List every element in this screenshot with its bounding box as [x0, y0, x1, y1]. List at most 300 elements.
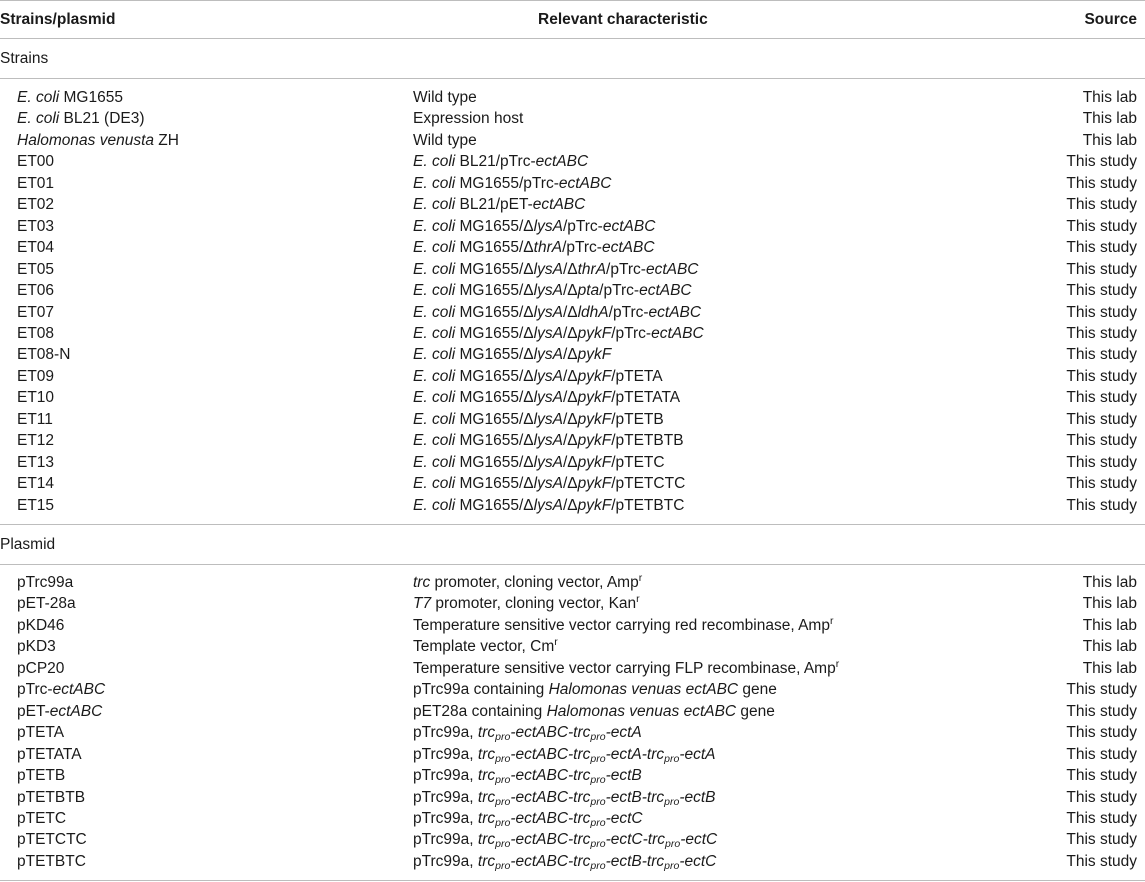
- italic-text: -ectA-trc: [605, 745, 665, 763]
- table-cell-characteristic: [413, 659, 839, 678]
- table-cell-source: This study: [1066, 681, 1137, 699]
- subscript-text: pro: [590, 752, 606, 765]
- italic-text: trc: [477, 852, 496, 870]
- text-run: /Δ: [562, 496, 578, 514]
- text-run: pET-: [17, 702, 50, 720]
- table-cell-characteristic: [413, 702, 775, 721]
- table-cell-name: [17, 474, 54, 493]
- text-run: pKD3: [17, 638, 56, 656]
- table-cell-characteristic: [413, 680, 777, 699]
- table-cell-source: This lab: [1082, 131, 1137, 149]
- text-run: ET10: [17, 389, 55, 407]
- text-run: /pTrc-: [611, 324, 652, 342]
- italic-text: -ectA: [679, 745, 716, 763]
- italic-text: pykF: [577, 324, 612, 342]
- subscript-text: pro: [590, 859, 606, 872]
- header-rule: [0, 38, 1145, 39]
- table-cell-source: This study: [1066, 475, 1137, 493]
- text-run: pTETCTC: [17, 831, 87, 849]
- text-run: /pTETB: [611, 410, 664, 428]
- text-run: ET00: [17, 153, 55, 171]
- text-run: Wild type: [413, 131, 477, 149]
- text-run: ET08-N: [17, 346, 71, 364]
- text-run: /Δ: [562, 389, 578, 407]
- italic-text: pykF: [577, 475, 612, 493]
- table-cell-characteristic: [413, 496, 684, 515]
- subscript-text: pro: [590, 795, 606, 808]
- table-cell-source: This study: [1066, 831, 1137, 849]
- column-header-relevant-characteristic: Relevant characteristic: [538, 11, 708, 28]
- italic-text: trc: [477, 831, 496, 849]
- table-cell-characteristic: [413, 260, 699, 279]
- text-run: pTETBTC: [17, 852, 86, 870]
- italic-text: lysA: [533, 282, 563, 300]
- text-run: /pTETATA: [611, 389, 681, 407]
- subscript-text: pro: [495, 816, 511, 829]
- italic-text: E. coli: [17, 110, 60, 128]
- text-run: BL21/pTrc-: [455, 153, 536, 171]
- italic-text: ectABC: [52, 681, 106, 699]
- italic-text: trc: [477, 788, 496, 806]
- italic-text: ectABC: [645, 260, 699, 278]
- table-cell-source: This study: [1066, 410, 1137, 428]
- text-run: /pTETA: [611, 367, 663, 385]
- text-run: /Δ: [562, 324, 578, 342]
- text-run: Temperature sensitive vector carrying red recombinase, Amp: [413, 616, 830, 634]
- text-run: pTETA: [17, 724, 65, 742]
- italic-text: ldhA: [577, 303, 609, 321]
- italic-text: E. coli: [413, 389, 456, 407]
- italic-text: Halomonas venusta: [17, 131, 154, 149]
- italic-text: -ectC: [679, 852, 717, 870]
- table-cell-source: This lab: [1082, 638, 1137, 656]
- subscript-text: pro: [495, 838, 511, 851]
- table-cell-source: This study: [1066, 745, 1137, 763]
- italic-text: lysA: [533, 496, 563, 514]
- italic-text: -ectABC-trc: [510, 788, 591, 806]
- text-run: MG1655/pTrc-: [455, 174, 559, 192]
- text-run: /Δ: [562, 410, 578, 428]
- text-run: /pTrc-: [599, 282, 640, 300]
- subscript-text: pro: [664, 859, 680, 872]
- italic-text: ectABC: [648, 303, 702, 321]
- italic-text: trc: [477, 745, 496, 763]
- table-cell-name: [17, 659, 64, 678]
- text-run: /Δ: [562, 260, 578, 278]
- subscript-text: pro: [664, 752, 680, 765]
- subscript-text: pro: [590, 838, 606, 851]
- text-run: pTETBTB: [17, 788, 86, 806]
- text-run: Template vector, Cm: [413, 638, 555, 656]
- italic-text: -ectB-trc: [605, 788, 665, 806]
- table-cell-source: This study: [1066, 324, 1137, 342]
- italic-text: E. coli: [413, 174, 456, 192]
- subscript-text: pro: [495, 774, 511, 787]
- text-run: MG1655/Δ: [455, 217, 534, 235]
- italic-text: E. coli: [413, 282, 456, 300]
- text-run: ET05: [17, 260, 55, 278]
- table-top-rule: [0, 0, 1145, 1]
- italic-text: lysA: [533, 260, 563, 278]
- table-cell-name: [17, 723, 64, 742]
- table-cell-name: [17, 616, 64, 635]
- table-cell-characteristic: [413, 281, 692, 300]
- text-run: MG1655/Δ: [455, 324, 534, 342]
- table-cell-source: This study: [1066, 303, 1137, 321]
- table-cell-characteristic: [413, 367, 663, 386]
- italic-text: -ectABC-trc: [510, 809, 591, 827]
- table-cell-characteristic: [413, 830, 717, 849]
- italic-text: trc: [477, 767, 496, 785]
- italic-text: E. coli: [413, 475, 456, 493]
- italic-text: E. coli: [413, 410, 456, 428]
- italic-text: ectABC: [602, 217, 656, 235]
- column-header-source: Source: [1084, 11, 1137, 28]
- subscript-text: pro: [590, 774, 606, 787]
- text-run: ET02: [17, 196, 55, 214]
- table-cell-characteristic: [413, 88, 477, 107]
- text-run: /Δ: [562, 346, 578, 364]
- text-run: /pTrc-: [562, 239, 602, 257]
- italic-text: E. coli: [413, 260, 456, 278]
- text-run: /pTETBTB: [611, 432, 684, 450]
- italic-text: pta: [577, 282, 600, 300]
- italic-text: lysA: [533, 475, 563, 493]
- table-cell-characteristic: [413, 410, 664, 429]
- text-run: pTrc99a,: [413, 767, 478, 785]
- text-run: /pTETC: [611, 453, 665, 471]
- table-cell-name: [17, 680, 105, 699]
- table-cell-source: This study: [1066, 702, 1137, 720]
- text-run: ET13: [17, 453, 55, 471]
- italic-text: -ectABC-trc: [510, 745, 591, 763]
- italic-text: T7: [413, 595, 432, 613]
- italic-text: E. coli: [413, 346, 456, 364]
- subscript-text: pro: [495, 795, 511, 808]
- text-run: /Δ: [562, 432, 578, 450]
- italic-text: -ectC-trc: [605, 831, 666, 849]
- text-run: pTETC: [17, 809, 67, 827]
- subscript-text: pro: [664, 795, 680, 808]
- table-cell-source: This study: [1066, 196, 1137, 214]
- italic-text: -ectB-trc: [605, 852, 665, 870]
- text-run: MG1655/Δ: [455, 475, 534, 493]
- superscript-text: r: [554, 636, 558, 649]
- table-cell-characteristic: [413, 573, 642, 592]
- table-cell-characteristic: [413, 723, 642, 742]
- text-run: ET04: [17, 239, 55, 257]
- italic-text: trc: [413, 574, 431, 591]
- italic-text: -ectABC-trc: [510, 767, 591, 785]
- table-cell-source: This study: [1066, 282, 1137, 300]
- table-cell-characteristic: [413, 745, 716, 764]
- text-run: /Δ: [562, 475, 578, 493]
- italic-text: lysA: [533, 389, 563, 407]
- table-cell-source: This study: [1066, 432, 1137, 450]
- text-run: MG1655/Δ: [455, 432, 534, 450]
- italic-text: lysA: [533, 346, 563, 364]
- table-cell-name: [17, 410, 53, 429]
- text-run: ET14: [17, 475, 55, 493]
- italic-text: trc: [477, 724, 496, 742]
- text-run: ET15: [17, 496, 55, 514]
- text-run: pTETB: [17, 767, 66, 785]
- table-cell-source: This study: [1066, 367, 1137, 385]
- table-cell-name: [17, 345, 70, 364]
- text-run: ET09: [17, 367, 55, 385]
- column-header-strains-plasmid: Strains/plasmid: [0, 11, 116, 28]
- table-cell-characteristic: [413, 131, 477, 150]
- text-run: ET12: [17, 432, 55, 450]
- text-run: pTrc99a,: [413, 852, 478, 870]
- table-cell-characteristic: [413, 453, 665, 472]
- text-run: MG1655/Δ: [455, 453, 534, 471]
- italic-text: pykF: [577, 389, 612, 407]
- italic-text: -ectA: [605, 724, 642, 742]
- italic-text: E. coli: [17, 89, 60, 106]
- text-run: gene: [738, 681, 777, 699]
- table-cell-characteristic: [413, 152, 588, 171]
- italic-text: E. coli: [413, 303, 456, 321]
- text-run: ET08: [17, 324, 55, 342]
- superscript-text: r: [636, 593, 640, 606]
- italic-text: -ectABC-trc: [510, 831, 591, 849]
- italic-text: Halomonas venuas ectABC: [548, 681, 739, 699]
- table-cell-name: [17, 766, 65, 785]
- text-run: Expression host: [413, 110, 524, 128]
- table-cell-source: This study: [1066, 453, 1137, 471]
- table-cell-name: [17, 788, 85, 807]
- italic-text: ectABC: [535, 153, 589, 171]
- italic-text: thrA: [533, 239, 563, 257]
- table-cell-characteristic: [413, 388, 680, 407]
- italic-text: pykF: [577, 432, 612, 450]
- text-run: BL21 (DE3): [59, 110, 145, 128]
- table-cell-characteristic: [413, 616, 833, 635]
- text-run: pET-28a: [17, 595, 76, 613]
- table-cell-name: [17, 303, 54, 322]
- italic-text: E. coli: [413, 153, 456, 171]
- italic-text: lysA: [533, 453, 563, 471]
- table-cell-source: This study: [1066, 496, 1137, 514]
- table-cell-source: This study: [1066, 217, 1137, 235]
- table-cell-source: This study: [1066, 174, 1137, 192]
- subscript-text: pro: [495, 859, 511, 872]
- italic-text: -ectABC-trc: [510, 852, 591, 870]
- table-cell-name: [17, 152, 54, 171]
- table-cell-characteristic: [413, 474, 685, 493]
- table-cell-name: [17, 702, 102, 721]
- table-cell-source: This lab: [1082, 89, 1137, 106]
- superscript-text: r: [638, 572, 643, 584]
- text-run: ET07: [17, 303, 55, 321]
- text-run: pTrc99a,: [413, 745, 478, 763]
- table-cell-characteristic: [413, 431, 684, 450]
- table-cell-name: [17, 324, 54, 343]
- text-run: pTrc99a,: [413, 724, 478, 742]
- text-run: MG1655/Δ: [455, 367, 534, 385]
- text-run: /Δ: [562, 367, 578, 385]
- text-run: MG1655/Δ: [455, 496, 534, 514]
- italic-text: pykF: [577, 453, 612, 471]
- italic-text: pykF: [577, 367, 612, 385]
- table-cell-name: [17, 852, 86, 871]
- text-run: pTrc99a: [17, 574, 74, 591]
- text-run: pTrc99a,: [413, 809, 478, 827]
- table-cell-source: This study: [1066, 852, 1137, 870]
- text-run: pTrc-: [17, 681, 53, 699]
- table-cell-name: [17, 431, 54, 450]
- subscript-text: pro: [590, 731, 606, 744]
- table-cell-source: This study: [1066, 346, 1137, 364]
- italic-text: E. coli: [413, 432, 456, 450]
- italic-text: ectABC: [651, 324, 704, 342]
- text-run: BL21/pET-: [455, 196, 533, 214]
- table-cell-source: This study: [1066, 788, 1137, 806]
- italic-text: -ectB: [605, 767, 642, 785]
- table-cell-source: This study: [1066, 260, 1137, 278]
- italic-text: -ectC: [680, 831, 718, 849]
- text-run: MG1655/Δ: [455, 282, 534, 300]
- superscript-text: r: [835, 657, 840, 670]
- subscript-text: pro: [665, 838, 681, 851]
- text-run: Wild type: [413, 89, 477, 106]
- italic-text: lysA: [533, 367, 563, 385]
- text-run: MG1655: [59, 89, 123, 106]
- text-run: gene: [736, 702, 775, 720]
- table-cell-characteristic: [413, 345, 611, 364]
- text-run: ZH: [154, 131, 179, 149]
- text-run: Temperature sensitive vector carrying FLP recombinase, Amp: [413, 659, 836, 677]
- table-cell-characteristic: [413, 217, 655, 236]
- table-cell-characteristic: [413, 637, 558, 656]
- table-cell-source: This study: [1066, 389, 1137, 407]
- italic-text: -ectABC-trc: [510, 724, 591, 742]
- text-run: ET01: [17, 174, 55, 192]
- italic-text: lysA: [533, 432, 563, 450]
- table-cell-characteristic: [413, 766, 642, 785]
- subscript-text: pro: [495, 752, 511, 765]
- table-cell-name: [17, 453, 54, 472]
- italic-text: ectABC: [639, 282, 692, 300]
- table-cell-characteristic: [413, 174, 611, 193]
- italic-text: E. coli: [413, 196, 456, 214]
- italic-text: lysA: [533, 324, 563, 342]
- italic-text: ectABC: [532, 196, 586, 214]
- text-run: promoter, cloning vector, Kan: [431, 595, 637, 613]
- table-cell-name: [17, 88, 123, 107]
- table-cell-characteristic: [413, 195, 585, 214]
- table-cell-source: This lab: [1082, 616, 1137, 634]
- italic-text: E. coli: [413, 496, 456, 514]
- text-run: MG1655/Δ: [455, 303, 534, 321]
- table-bottom-rule: [0, 880, 1145, 881]
- section-title-strains: Strains: [0, 50, 49, 67]
- text-run: /pTrc-: [608, 303, 649, 321]
- italic-text: ectABC: [558, 174, 612, 192]
- table-cell-source: This lab: [1082, 574, 1137, 591]
- subscript-text: pro: [495, 731, 511, 744]
- table-cell-name: [17, 573, 73, 592]
- italic-text: lysA: [533, 217, 563, 235]
- table-cell-name: [17, 809, 66, 828]
- table-cell-name: [17, 496, 54, 515]
- text-run: pTETATA: [17, 745, 82, 763]
- table-cell-name: [17, 238, 54, 257]
- italic-text: pykF: [577, 346, 612, 364]
- text-run: /Δ: [562, 453, 578, 471]
- italic-text: trc: [477, 809, 496, 827]
- text-run: ET06: [17, 282, 55, 300]
- table-cell-name: [17, 594, 76, 613]
- table-cell-characteristic: [413, 238, 655, 257]
- section-rule: [0, 564, 1145, 565]
- table-cell-name: [17, 174, 54, 193]
- italic-text: lysA: [533, 410, 563, 428]
- table-cell-name: [17, 745, 82, 764]
- italic-text: pykF: [577, 496, 612, 514]
- table-cell-characteristic: [413, 594, 640, 613]
- section-rule: [0, 78, 1145, 79]
- table-cell-name: [17, 637, 56, 656]
- text-run: MG1655/Δ: [455, 389, 534, 407]
- table-cell-name: [17, 109, 145, 128]
- table-cell-source: This study: [1066, 153, 1137, 171]
- text-run: /Δ: [562, 282, 578, 300]
- table-cell-source: This lab: [1082, 595, 1137, 613]
- text-run: pTrc99a,: [413, 788, 478, 806]
- text-run: /pTETCTC: [611, 475, 686, 493]
- text-run: ET11: [17, 410, 53, 428]
- italic-text: -ectB: [679, 788, 716, 806]
- text-run: /Δ: [562, 303, 578, 321]
- table-cell-characteristic: [413, 303, 701, 322]
- text-run: /pTrc-: [562, 217, 603, 235]
- table-cell-characteristic: [413, 788, 716, 807]
- text-run: promoter, cloning vector, Amp: [430, 574, 639, 591]
- italic-text: E. coli: [413, 217, 456, 235]
- table-cell-characteristic: [413, 852, 716, 871]
- text-run: pCP20: [17, 659, 65, 677]
- section-title-plasmid: Plasmid: [0, 536, 56, 553]
- text-run: /pTrc-: [606, 260, 646, 278]
- italic-text: E. coli: [413, 239, 456, 257]
- table-cell-source: This lab: [1082, 659, 1137, 677]
- italic-text: pykF: [577, 410, 612, 428]
- table-cell-name: [17, 217, 54, 236]
- text-run: ET03: [17, 217, 55, 235]
- table-cell-characteristic: [413, 324, 704, 343]
- table-cell-characteristic: [413, 809, 643, 828]
- table-cell-source: This study: [1066, 724, 1137, 742]
- text-run: /pTETBTC: [611, 496, 685, 514]
- italic-text: E. coli: [413, 453, 456, 471]
- text-run: MG1655/Δ: [455, 260, 534, 278]
- table-cell-source: This lab: [1082, 110, 1137, 128]
- italic-text: ectABC: [601, 239, 655, 257]
- text-run: MG1655/Δ: [455, 410, 534, 428]
- table-cell-source: This study: [1066, 767, 1137, 785]
- section-divider-rule: [0, 524, 1145, 525]
- table-cell-name: [17, 195, 54, 214]
- table-cell-name: [17, 830, 87, 849]
- table-cell-characteristic: [413, 109, 523, 128]
- italic-text: E. coli: [413, 367, 456, 385]
- italic-text: ectABC: [49, 702, 103, 720]
- italic-text: Halomonas venuas ectABC: [546, 702, 737, 720]
- text-run: pTrc99a containing: [413, 681, 549, 699]
- text-run: pKD46: [17, 616, 65, 634]
